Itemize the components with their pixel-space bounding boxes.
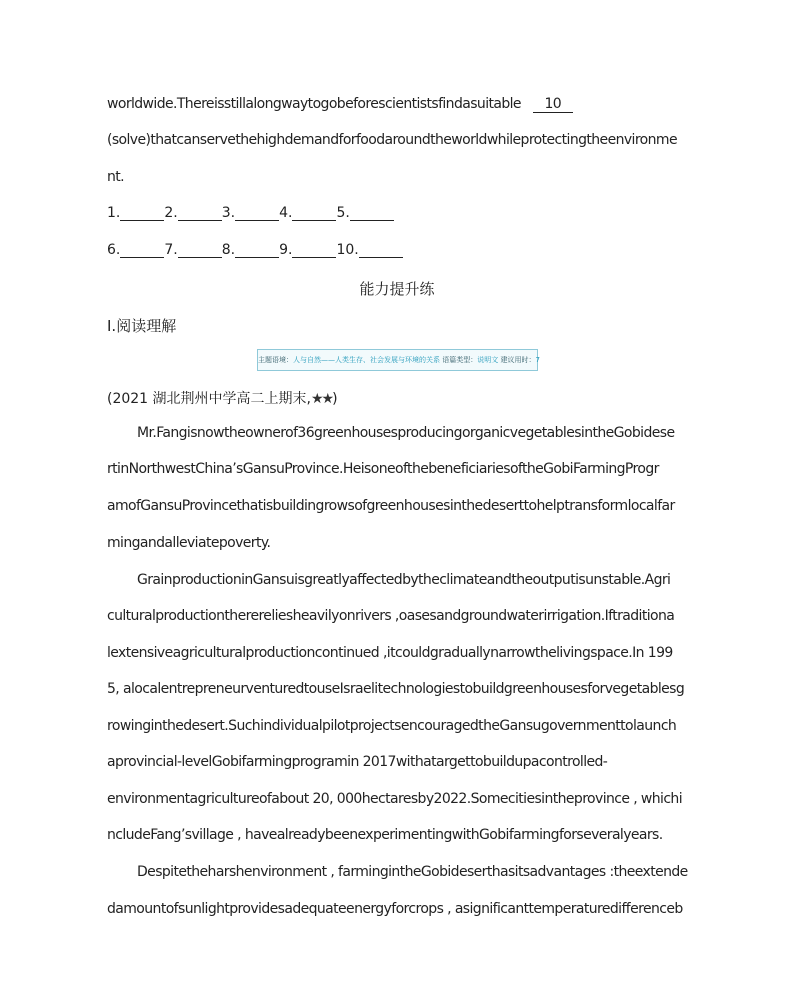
passage-line: culturalproductiontherereliesheavilyonrivers ,oasesandgroundwaterirrigation.Iftraditiona [107,608,675,624]
passage-line: rowinginthedesert.SuchindividualpilotprojectsencouragedtheGansugovernmenttolaunch [107,718,677,734]
answer-blank[interactable] [120,206,164,221]
passage-line: 5, alocalentrepreneurventuredtouseIsraelitechnologiestobuildgreenhousesforvegetablesg [107,681,685,697]
answer-label: 4. [279,205,293,221]
answer-row-1 [107,205,394,221]
tag-value: 说明文 [477,356,499,364]
tag-label: 语篇类型： [440,356,478,364]
passage-line: Mr.Fangisnowtheownerof36greenhousesproducingorganicvegetablesintheGobidese [137,425,675,441]
passage-line: GrainproductioninGansuisgreatlyaffectedbytheclimateandtheoutputisunstable.Agri [137,572,671,588]
answer-label: 6. [107,242,121,258]
answer-label: 1. [107,205,121,221]
answer-row-2 [107,242,403,258]
blank-10: 10 [533,96,573,113]
tag-label: 建议用时： [498,356,536,364]
answer-label: 10. [336,242,359,258]
passage-line: lextensiveagriculturalproductioncontinued ,itcouldgraduallynarrowthelivingspace.In 199 [107,645,673,661]
answer-blank[interactable] [178,243,222,258]
source-text: (2021 湖北荆州中学高二上期末, [107,391,311,407]
answer-label: 7. [164,242,178,258]
tag-label: 主题语境： [258,356,293,364]
answer-blank[interactable] [359,243,403,258]
answer-blank[interactable] [235,206,279,221]
section-title: 能力提升练 [359,280,435,298]
source-line [107,388,338,408]
passage-line: ncludeFang’svillage , havealreadybeenexperimentingwithGobifarmingforseveralyears. [107,827,663,843]
answer-label: 3. [221,205,236,221]
answer-blank[interactable] [292,243,336,258]
close-paren: ) [332,391,338,407]
passage-line: amofGansuProvincethatisbuildingrowsofgreenhousesinthedeserttohelptransformlocalfar [107,498,675,514]
answer-blank[interactable] [235,243,279,258]
theme-tag [257,349,538,371]
tag-value: 人与自然——人类生存、社会发展与环境的关系 [293,356,440,364]
text-line [107,96,573,113]
text-line: (solve)thatcanservethehighdemandforfoodaroundtheworldwhileprotectingtheenvironme [107,132,677,148]
passage-line: Despitetheharshenvironment , farmingintheGobideserthasitsadvantages :theextende [137,864,688,880]
line-text: worldwide.Thereisstillalongwaytogobeforescientistsfindasuitable [107,96,521,112]
answer-label: 8. [221,242,236,258]
passage-line: rtinNorthwestChina’sGansuProvince.HeisoneofthebeneficiariesoftheGobiFarmingProgr [107,461,659,477]
part-heading: Ⅰ.阅读理解 [107,317,177,335]
answer-label: 2. [164,205,178,221]
answer-blank[interactable] [292,206,336,221]
passage-line: environmentagricultureofabout 20, 000hectaresby2022.Somecitiesintheprovince , whichi [107,791,682,807]
answer-blank[interactable] [350,206,394,221]
passage-line: aprovincial-levelGobifarmingprogramin 2017withatargettobuildupacontrolled- [107,754,608,770]
answer-label: 9. [279,242,293,258]
passage-line: damountofsunlightprovidesadequateenergyforcrops , asignificanttemperaturedifferenceb [107,901,683,917]
answer-label: 5. [336,205,350,221]
passage-line: mingandalleviatepoverty. [107,535,271,551]
difficulty-stars-icon: ★★ [311,391,333,407]
tag-value: 7 [535,356,540,364]
answer-blank[interactable] [178,206,222,221]
text-line: nt. [107,169,125,185]
answer-blank[interactable] [120,243,164,258]
